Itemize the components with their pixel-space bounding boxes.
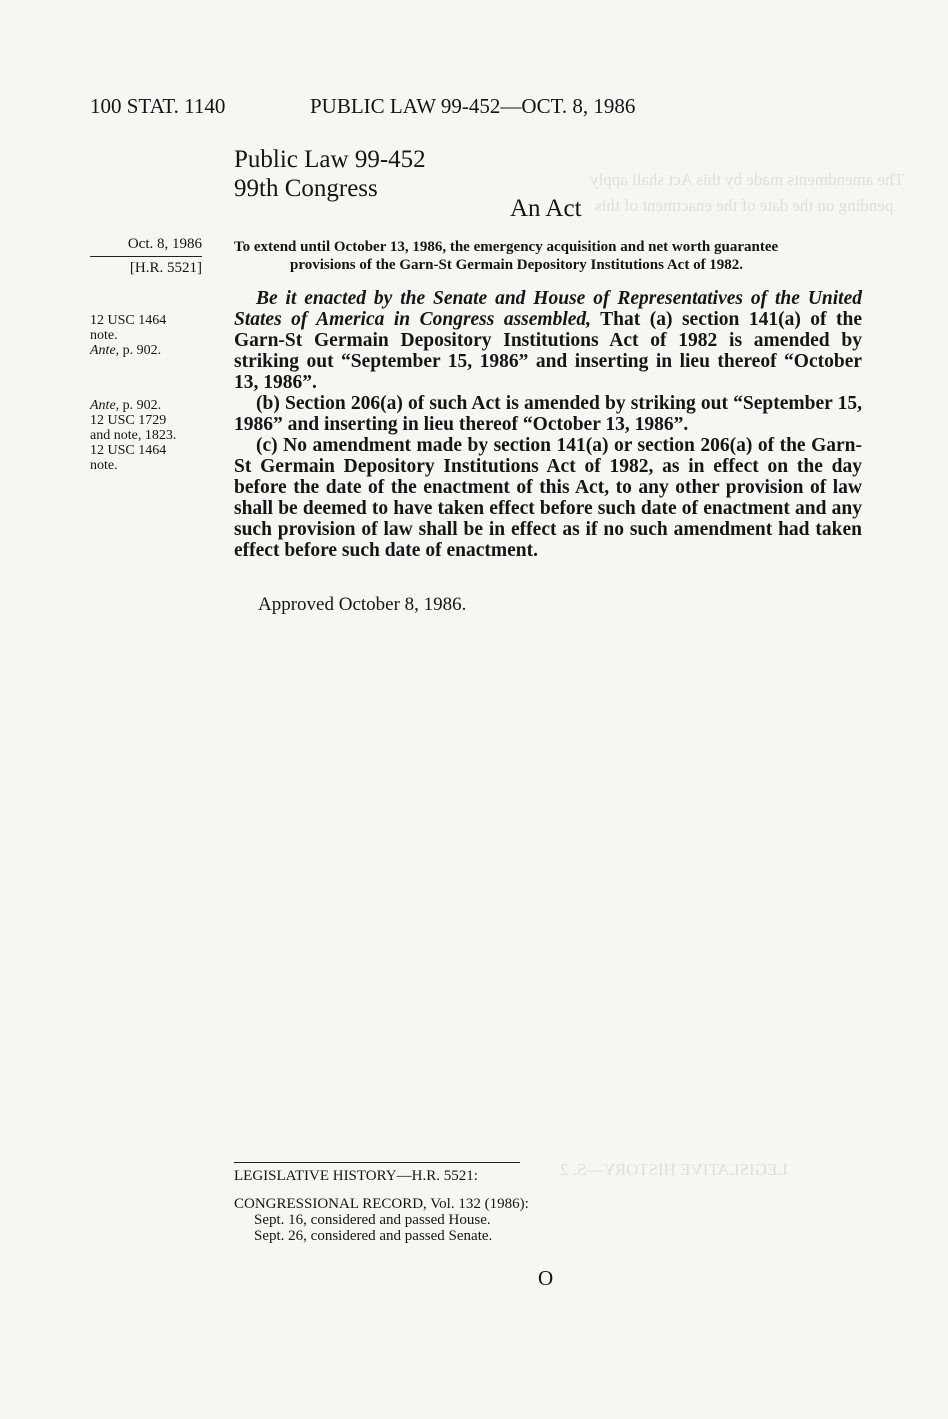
- footnote-rule: [234, 1162, 520, 1163]
- margin-note-rest: p. 902.: [122, 398, 162, 413]
- long-title-line-2: provisions of the Garn-St Germain Depository Institutions Act of 1982.: [290, 257, 744, 273]
- congressional-record: CONGRESSIONAL RECORD, Vol. 132 (1986):: [234, 1196, 529, 1212]
- long-title: [234, 238, 864, 274]
- bleed-through-text: LEGISLATIVE HISTORY—S. 2: [560, 1160, 788, 1179]
- margin-note-line: and note, 1823.: [90, 428, 177, 443]
- statute-page-ref: 100 STAT. 1140: [90, 94, 226, 118]
- margin-note-line: 12 USC 1464: [90, 313, 167, 328]
- margin-note-line: note.: [90, 458, 118, 473]
- congress-number: 99th Congress: [234, 175, 378, 202]
- history-item: Sept. 16, considered and passed House.: [254, 1212, 491, 1228]
- margin-note-2: [90, 398, 176, 473]
- margin-note-rest: p. 902.: [122, 343, 162, 358]
- margin-note-italic: Ante,: [90, 398, 120, 413]
- section-a-paragraph: [234, 288, 862, 393]
- margin-note-italic: Ante,: [90, 343, 120, 358]
- section-c: (c) No amendment made by section 141(a) or section 206(a) of the Garn-St Germain Depository Institutions Act of 1982, as in effect on the day before the date of the enactment of this Act, to any other provision of law shall be deemed to have taken effect before such date of enactment and any such provision of law shall be in effect as if no such amendment had taken effect before such date of enactment.: [234, 435, 862, 561]
- margin-note-1: [90, 313, 166, 358]
- margin-note-line: 12 USC 1464: [90, 443, 167, 458]
- long-title-line-1: To extend until October 13, 1986, the emergency acquisition and net worth guarantee: [234, 239, 779, 255]
- margin-rule: [90, 256, 202, 257]
- margin-note-line: [90, 398, 176, 413]
- margin-note-line: note.: [90, 328, 118, 343]
- bill-number: [H.R. 5521]: [129, 260, 202, 276]
- legislative-history-heading: LEGISLATIVE HISTORY—H.R. 5521:: [234, 1168, 478, 1184]
- bleed-through-text: pending on the date of the enactment of this: [595, 196, 894, 215]
- history-item: Sept. 26, considered and passed Senate.: [254, 1228, 493, 1244]
- section-a: That (a) section 141(a) of the Garn-St Germain Depository Institutions Act of 1982 is amended by striking out “September 15, 1986” and inserting in lieu thereof “October 13, 1986”.: [234, 309, 862, 393]
- section-b: (b) Section 206(a) of such Act is amended by striking out “September 15, 1986” and inserting in lieu thereof “October 13, 1986”.: [234, 393, 862, 435]
- public-law-number: Public Law 99-452: [234, 146, 426, 173]
- an-act-heading: An Act: [510, 195, 582, 222]
- margin-note-line: [90, 343, 166, 358]
- running-head: PUBLIC LAW 99-452—OCT. 8, 1986: [310, 94, 636, 118]
- enacting-clause: Be it enacted by the Senate and House of Representatives of the United States of America in Congress assembled,: [234, 288, 862, 330]
- bleed-through-text: The amendments made by this Act shall apply: [590, 170, 904, 189]
- margin-note-line: 12 USC 1729: [90, 413, 167, 428]
- legislative-history: [234, 1162, 529, 1244]
- approval-line: Approved October 8, 1986.: [258, 594, 467, 615]
- act-body: [234, 288, 862, 561]
- enactment-date: Oct. 8, 1986: [127, 236, 202, 252]
- page-header: [90, 94, 850, 124]
- margin-date-block: [90, 236, 202, 277]
- end-of-law-mark: O: [538, 1266, 554, 1290]
